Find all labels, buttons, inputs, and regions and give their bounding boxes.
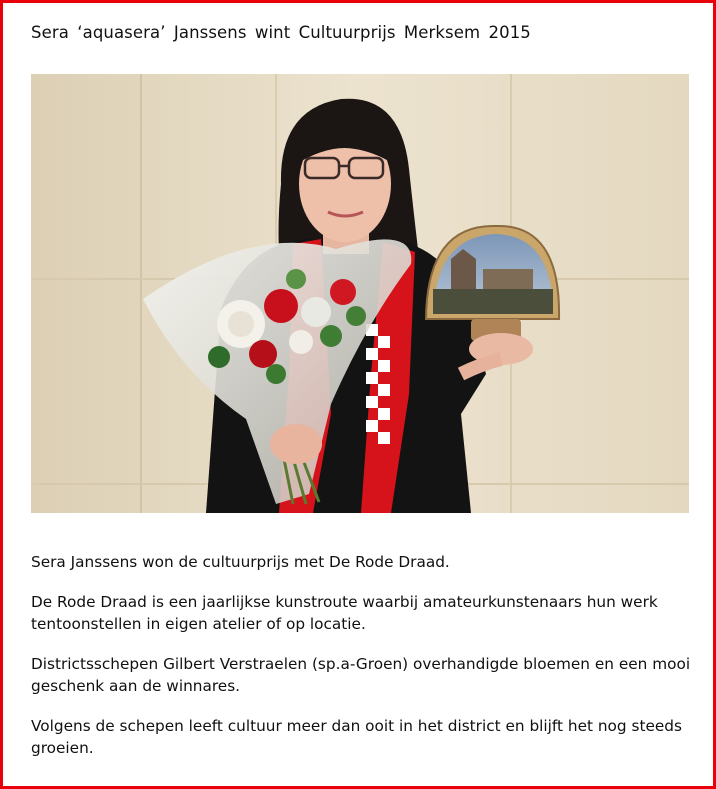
article-paragraph: Districtsschepen Gilbert Verstraelen (sp.a-Groen) overhandigde bloemen en een mooi geschenk aan de winnares.: [31, 655, 691, 695]
article-paragraph: De Rode Draad is een jaarlijkse kunstroute waarbij amateurkunstenaars hun werk tentoonstellen in eigen atelier of op locatie.: [31, 593, 658, 633]
article-paragraph: Volgens de schepen leeft cultuur meer dan ooit in het district en blijft het nog steeds groeien.: [31, 717, 682, 757]
article-body: [31, 551, 691, 777]
article-title: Sera ‘aquasera’ Janssens wint Cultuurprijs Merksem 2015: [31, 23, 531, 42]
award-photo: [31, 74, 689, 513]
article-paragraph: Sera Janssens won de cultuurprijs met De Rode Draad.: [31, 553, 450, 571]
